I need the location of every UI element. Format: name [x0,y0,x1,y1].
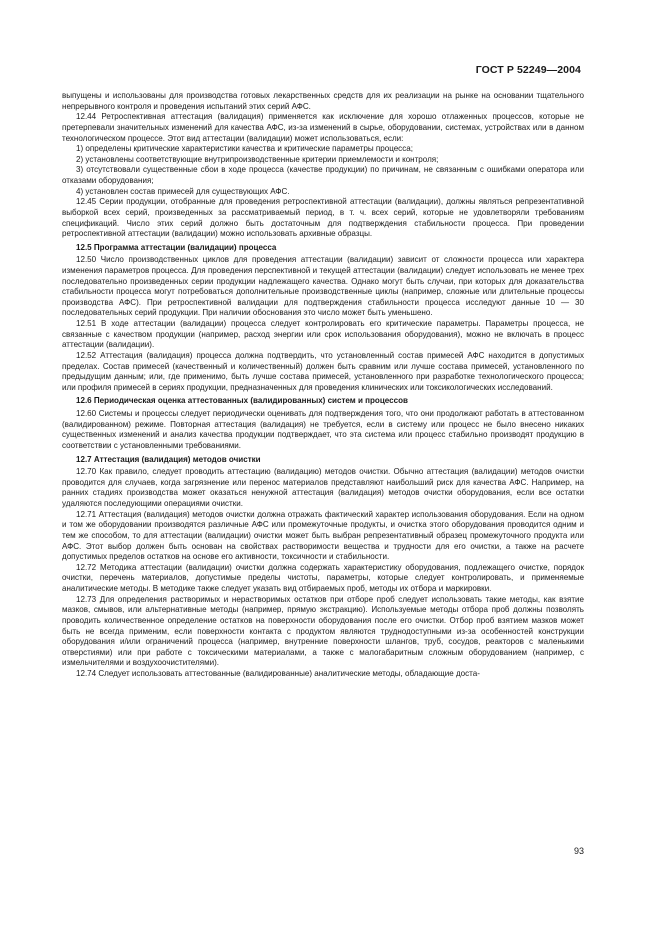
section-heading: 12.6 Периодическая оценка аттестованных (валидированных) систем и процессов [76,396,408,406]
paragraph: 12.74 Следует использовать аттестованные (валидированные) аналитические методы, обладающие доста- [76,669,480,679]
paragraph: 12.71 Аттестация (валидация) методов очистки должна отражать фактический характер использования оборудования. Если на одном и том же оборудовании производятся различные АФС или промежуточные продукты, и очистка этого оборудования проводится одним и тем же способом, то для аттестации (валидации) очистки может быть выбран репрезентативный образец промежуточного продукта или АФС. Этот выбор должен быть основан на свойствах растворимости вещества и трудности для его очистки, а также на расчете допустимых пределов остатков на основе его активности, токсичности и стабильности. [62,509,584,562]
list-item: 1) определены критические характеристики качества и критические параметры процесса; [76,144,413,154]
paragraph: 12.51 В ходе аттестации (валидации) процесса следует контролировать его критические параметры. Параметры процесса, не связанные с качеством продукции (например, расход энергии или срок использования оборудования), можно не включать в процесс аттестации (валидации). [62,319,584,350]
paragraph: 12.70 Как правило, следует проводить аттестацию (валидацию) методов очистки. Обычно аттестация (валидации) методов очистки проводится для случаев, когда загрязнение или перенос материалов представляют наибольший риск для качества АФС. Например, на ранних стадиях производства может оказаться ненужной аттестация (валидация) методов очистки оборудования, если все остатки удаляются последующими операциями очистки. [62,467,584,509]
page-number: 93 [573,846,584,856]
paragraph: 12.72 Методика аттестации (валидации) очистки должна содержать характеристику оборудования, подлежащего очистке, порядок очистки, перечень материалов, допустимые пределы чистоты, параметры, которые следует контролировать, и применяемые аналитические методы. В методике также следует указать вид отбираемых проб, методы их отбора и маркировки. [62,562,584,594]
paragraph: 12.60 Системы и процессы следует периодически оценивать для подтверждения того, что они продолжают работать в аттестованном (валидированном) режиме. Повторная аттестация (валидация) не требуется, если в систему или процесс не было внесено никаких существенных изменений и анализ качества продукции подтверждает, что эта система или процесс стабильно производят продукцию в соответствии с установленными требованиями. [62,409,584,450]
paragraph: 12.73 Для определения растворимых и нерастворимых остатков при отборе проб следует использовать такие методы, как взятие мазков, смывов, или альтернативные методы (например, прямую экстракцию). Используемые методы отбора проб должны позволять проводить количественное определение остатков на поверхности оборудования после его очистки. Отбор проб взятием мазков может быть не всегда применим, если поверхности контакта с продуктом являются труднодоступными из-за особенностей конструкции оборудования и/или ограничений процесса (например, внутренние поверхности шлангов, труб, сосудов, реакторов с маленькими отверстиями) или при работе с токсическими материалами, а также с малогабаритным сложным оборудованием (например, с измельчителями и воздухоочистителями). [62,594,584,668]
list-item: 4) установлен состав примесей для существующих АФС. [76,186,290,196]
paragraph: 12.52 Аттестация (валидация) процесса должна подтвердить, что установленный состав примесей АФС находится в допустимых пределах. Состав примесей (качественный и количественный) должен быть сравним или лучше состава примесей, установленного по предыдущим данным; или, где применимо, быть лучше состава примесей, установленного при разработке технологического процесса; или профиля примесей в сериях продукции, предназначенных для проведения клинических или токсикологических исследований. [62,350,584,392]
document-body [62,91,584,680]
paragraph: 12.45 Серии продукции, отобранные для проведения ретроспективной аттестации (валидации), должны являться репрезентативной выборкой всех серий, произведенных за рассматриваемый период, в т. ч. всех серий, которые не удовлетворяли требованиям спецификаций. Число этих серий должно быть достаточным для подтверждения стабильности процесса. При проведении ретроспективной аттестации (валидации) можно использовать архивные образцы. [62,197,584,239]
paragraph: 12.44 Ретроспективная аттестация (валидация) применяется как исключение для хорошо отлаженных процессов, которые не претерпевали значительных изменений для качества АФС, из-за изменений в сырье, оборудовании, системах, устройствах или в данном технологическом процессе. Этот вид аттестации (валидации) может использоваться, если: [62,112,584,143]
section-heading: 12.5 Программа аттестации (валидации) процесса [76,242,277,252]
document-header: ГОСТ Р 52249—2004 [475,64,581,76]
list-item: 2) установлены соответствующие внутрипроизводственные критерии приемлемости и контроля; [76,154,439,164]
list-item: 3) отсутствовали существенные сбои в ходе процесса (качестве продукции) по причинам, не связанным с ошибками оператора или отказами оборудования; [62,165,584,185]
section-heading: 12.7 Аттестация (валидация) методов очистки [76,454,261,464]
paragraph: 12.50 Число производственных циклов для проведения аттестации (валидации) зависит от сложности процесса или характера изменения параметров процесса. Для проведения перспективной и текущей аттестации (валидации) следует использовать не менее трех последовательно произведенных серии продукции надлежащего качества. Однако могут быть случаи, при которых для доказательства стабильности процесса могут потребоваться дополнительные производственные циклы (например, сложные или длительные процессы производства АФС). При ретроспективной валидации для подтверждения стабильности процесса исследуют данные 10 — 30 последовательных серий продукции. При наличии обоснования это число может быть уменьшено. [62,255,584,318]
paragraph: выпущены и использованы для производства готовых лекарственных средств для их реализации на рынке на основании тщательного непрерывного контроля и проведения испытаний этих серий АФС. [62,91,584,111]
